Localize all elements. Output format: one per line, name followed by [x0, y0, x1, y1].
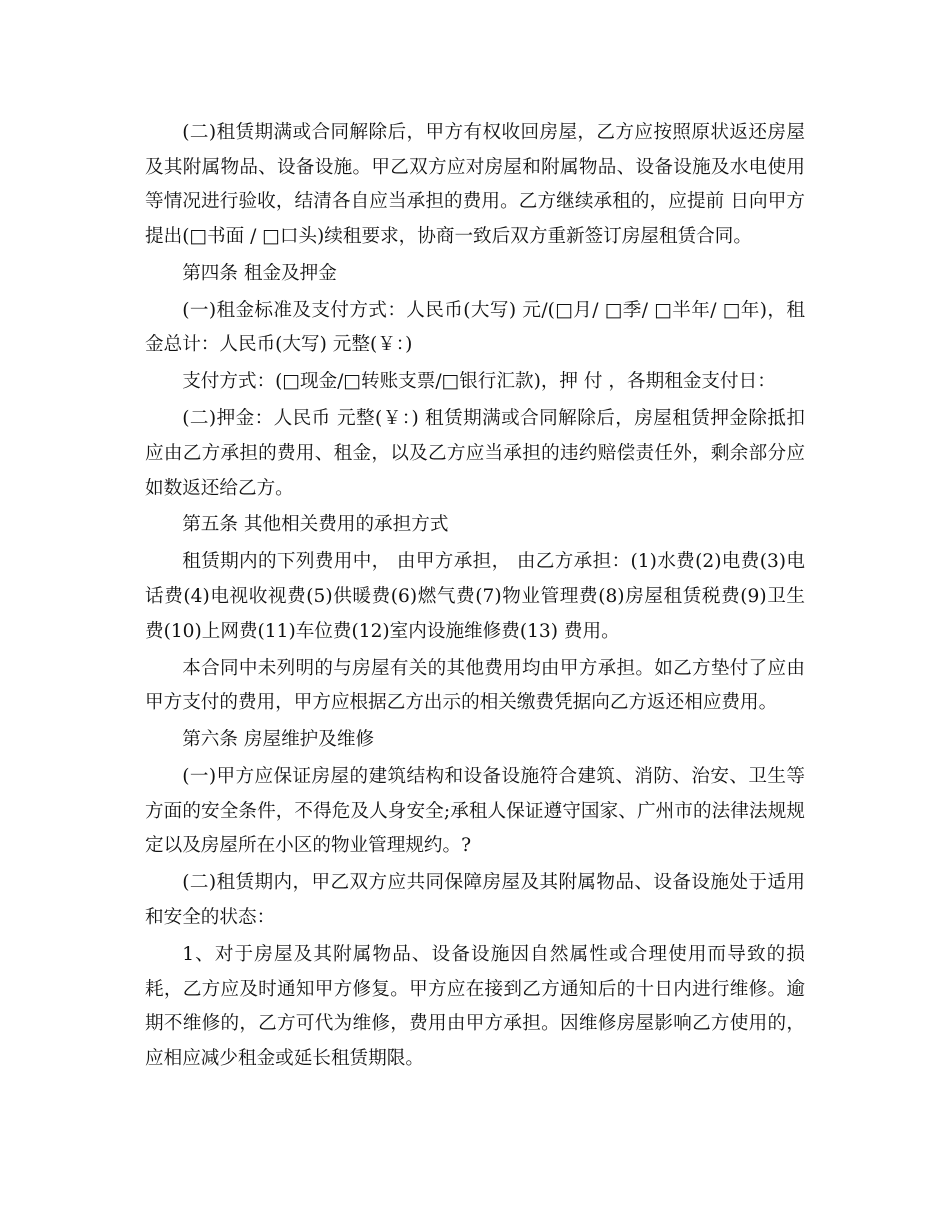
paragraph: (一)甲方应保证房屋的建筑结构和设备设施符合建筑、消防、治安、卫生等方面的安全条件，不得危及人身安全;承租人保证遵守国家、广州市的法律法规规定以及房屋所在小区的物业管理规约。? — [145, 766, 805, 857]
paragraph: (二)租赁期内，甲乙双方应共同保障房屋及其附属物品、设备设施处于适用和安全的状态： — [145, 872, 805, 928]
paragraph: 第五条 其他相关费用的承担方式 — [182, 514, 449, 536]
paragraph: 第六条 房屋维护及维修 — [182, 729, 375, 751]
paragraph: (一)租金标准及支付方式：人民币(大写) 元/(□月/ □季/ □半年/ □年)，租金总计：人民币(大写) 元整(￥：) — [145, 299, 805, 356]
paragraph: 支付方式：(□现金/□转账支票/□银行汇款)，押 付 ，各期租金支付日： — [182, 371, 776, 393]
paragraph: (二)押金：人民币 元整(￥：) 租赁期满或合同解除后，房屋租赁押金除抵扣应由乙方承担的费用、租金，以及乙方应当承担的违约赔偿责任外，剩余部分应如数返还给乙方。 — [145, 408, 805, 499]
paragraph: 1、对于房屋及其附属物品、设备设施因自然属性或合理使用而导致的损耗，乙方应及时通知甲方修复。甲方应在接到乙方通知后的十日内进行维修。逾期不维修的，乙方可代为维修，费用由甲方承担。因维修房屋影响乙方使用的，应相应减少租金或延长租赁期限。 — [145, 943, 805, 1069]
document-body — [145, 116, 805, 1079]
paragraph: 本合同中未列明的与房屋有关的其他费用均由甲方承担。如乙方垫付了应由甲方支付的费用，甲方应根据乙方出示的相关缴费凭据向乙方返还相应费用。 — [145, 657, 805, 714]
paragraph: (二)租赁期满或合同解除后，甲方有权收回房屋，乙方应按照原状返还房屋及其附属物品、设备设施。甲乙双方应对房屋和附属物品、设备设施及水电使用等情况进行验收，结清各自应当承担的费用。乙方继续承租的，应提前 日向甲方提出(□书面 / □口头)续租要求，协商一致后双方重新签订房屋租赁合同。 — [145, 122, 805, 247]
paragraph: 租赁期内的下列费用中， 由甲方承担， 由乙方承担：(1)水费(2)电费(3)电话费(4)电视收视费(5)供暖费(6)燃气费(7)物业管理费(8)房屋租赁税费(9)卫生费(10)上网费(11)车位费(12)室内设施维修费(13) 费用。 — [145, 551, 805, 642]
paragraph: 第四条 租金及押金 — [182, 262, 337, 284]
